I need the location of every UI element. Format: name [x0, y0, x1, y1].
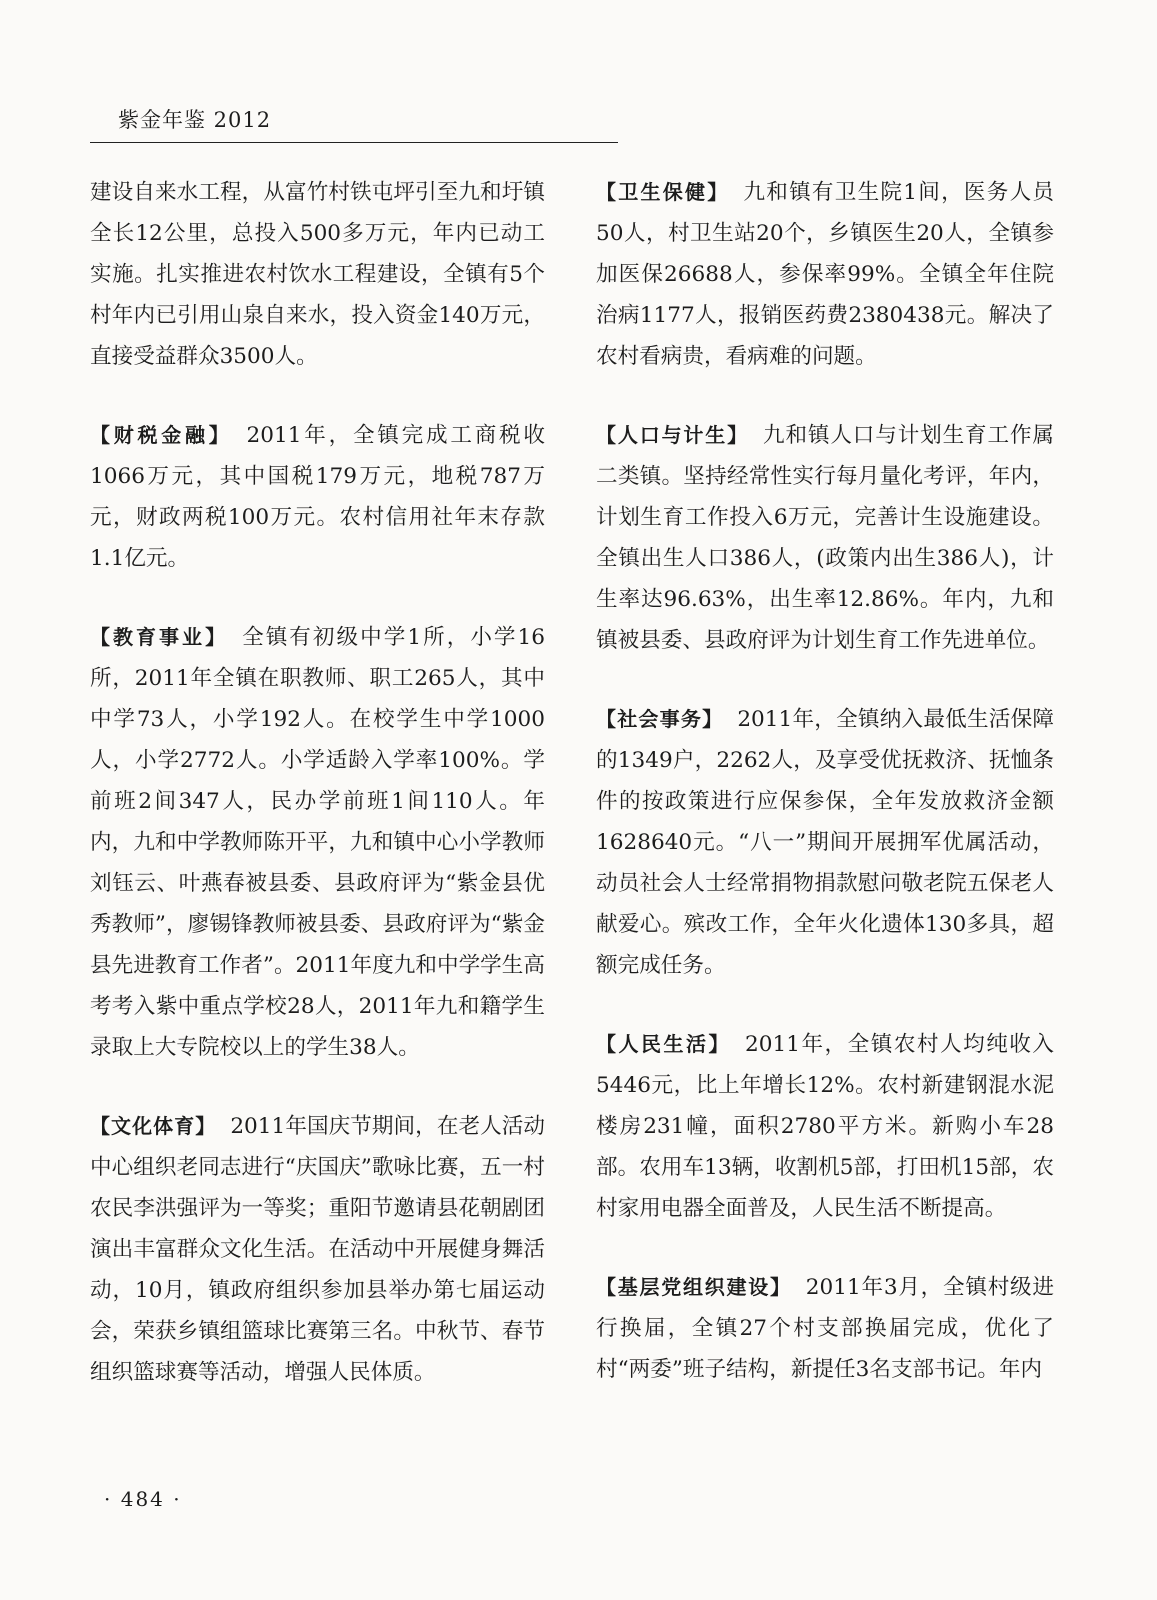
- running-header: 紫金年鉴 2012: [118, 108, 272, 132]
- paragraph-text: 九和镇人口与计划生育工作属二类镇。坚持经常性实行每月量化考评，年内，计划生育工作投入6万元，完善计生设施建设。全镇出生人口386人，(政策内出生386人)，计生率达96.63%，出生率12.86%。年内，九和镇被县委、县政府评为计划生育工作先进单位。: [596, 423, 1054, 653]
- paragraph-text: 2011年3月，全镇村级进行换届，全镇27个村支部换届完成，优化了村“两委”班子结构，新提任3名支部书记。年内: [596, 1275, 1054, 1382]
- section-heading: 【财税金融】: [90, 423, 233, 447]
- left-column: [90, 172, 545, 1431]
- section-heading: 【人口与计生】: [596, 423, 749, 447]
- section-heading: 【基层党组织建设】: [596, 1275, 792, 1299]
- paragraph-party-building: [596, 1267, 1054, 1390]
- paragraph-health-care: [596, 172, 1054, 377]
- paragraph-text: 2011年，全镇完成工商税收1066万元，其中国税179万元，地税787万元，财政两税100万元。农村信用社年末存款1.1亿元。: [90, 423, 545, 571]
- section-heading: 【人民生活】: [596, 1032, 731, 1056]
- paragraph-population-planning: [596, 415, 1054, 661]
- section-heading: 【文化体育】: [90, 1114, 217, 1138]
- paragraph-text: 全镇有初级中学1所，小学16所，2011年全镇在职教师、职工265人，其中中学73人，小学192人。在校学生中学1000人，小学2772人。小学适龄入学率100%。学前班2间347人，民办学前班1间110人。年内，九和中学教师陈开平，九和镇中心小学教师刘钰云、叶燕春被县委、县政府评为“紫金县优秀教师”，廖锡锋教师被县委、县政府评为“紫金县先进教育工作者”。2011年度九和中学学生高考考入紫中重点学校28人，2011年九和籍学生录取上大专院校以上的学生38人。: [90, 625, 546, 1060]
- paragraph-finance-tax: [90, 415, 545, 579]
- page-number: · 484 ·: [104, 1487, 182, 1511]
- paragraph-text: 2011年国庆节期间，在老人活动中心组织老同志进行“庆国庆”歌咏比赛，五一村农民李洪强评为一等奖；重阳节邀请县花朝剧团演出丰富群众文化生活。在活动中开展健身舞活动，10月，镇政府组织参加县举办第七届运动会，荣获乡镇组篮球比赛第三名。中秋节、春节组织篮球赛等活动，增强人民体质。: [90, 1114, 545, 1385]
- section-heading: 【社会事务】: [596, 707, 724, 731]
- paragraph-culture-sports: [90, 1106, 545, 1393]
- paragraph-text: 2011年，全镇纳入最低生活保障的1349户，2262人，及享受优抚救济、抚恤条件的按政策进行应保参保，全年发放救济金额1628640元。“八一”期间开展拥军优属活动，动员社会人士经常捐物捐款慰问敬老院五保老人献爱心。殡改工作，全年火化遗体130多具，超额完成任务。: [596, 707, 1054, 978]
- paragraph-education: [90, 617, 545, 1068]
- paragraph-text: 2011年，全镇农村人均纯收入5446元，比上年增长12%。农村新建钢混水泥楼房231幢，面积2780平方米。新购小车28部。农用车13辆，收割机5部，打田机15部，农村家用电器全面普及，人民生活不断提高。: [596, 1032, 1054, 1221]
- paragraph-people-living: [596, 1024, 1054, 1229]
- right-column: [596, 172, 1054, 1428]
- paragraph-text: 建设自来水工程，从富竹村铁屯坪引至九和圩镇全长12公里，总投入500多万元，年内已动工实施。扎实推进农村饮水工程建设，全镇有5个村年内已引用山泉自来水，投入资金140万元，直接受益群众3500人。: [90, 180, 545, 369]
- paragraph-water-supply: [90, 172, 545, 377]
- paragraph-text: 九和镇有卫生院1间，医务人员50人，村卫生站20个，乡镇医生20人，全镇参加医保26688人，参保率99%。全镇全年住院治病1177人，报销医药费2380438元。解决了农村看病贵，看病难的问题。: [596, 180, 1054, 369]
- section-heading: 【教育事业】: [90, 625, 229, 649]
- section-heading: 【卫生保健】: [596, 180, 730, 204]
- header-rule: [90, 142, 618, 143]
- paragraph-social-affairs: [596, 699, 1054, 986]
